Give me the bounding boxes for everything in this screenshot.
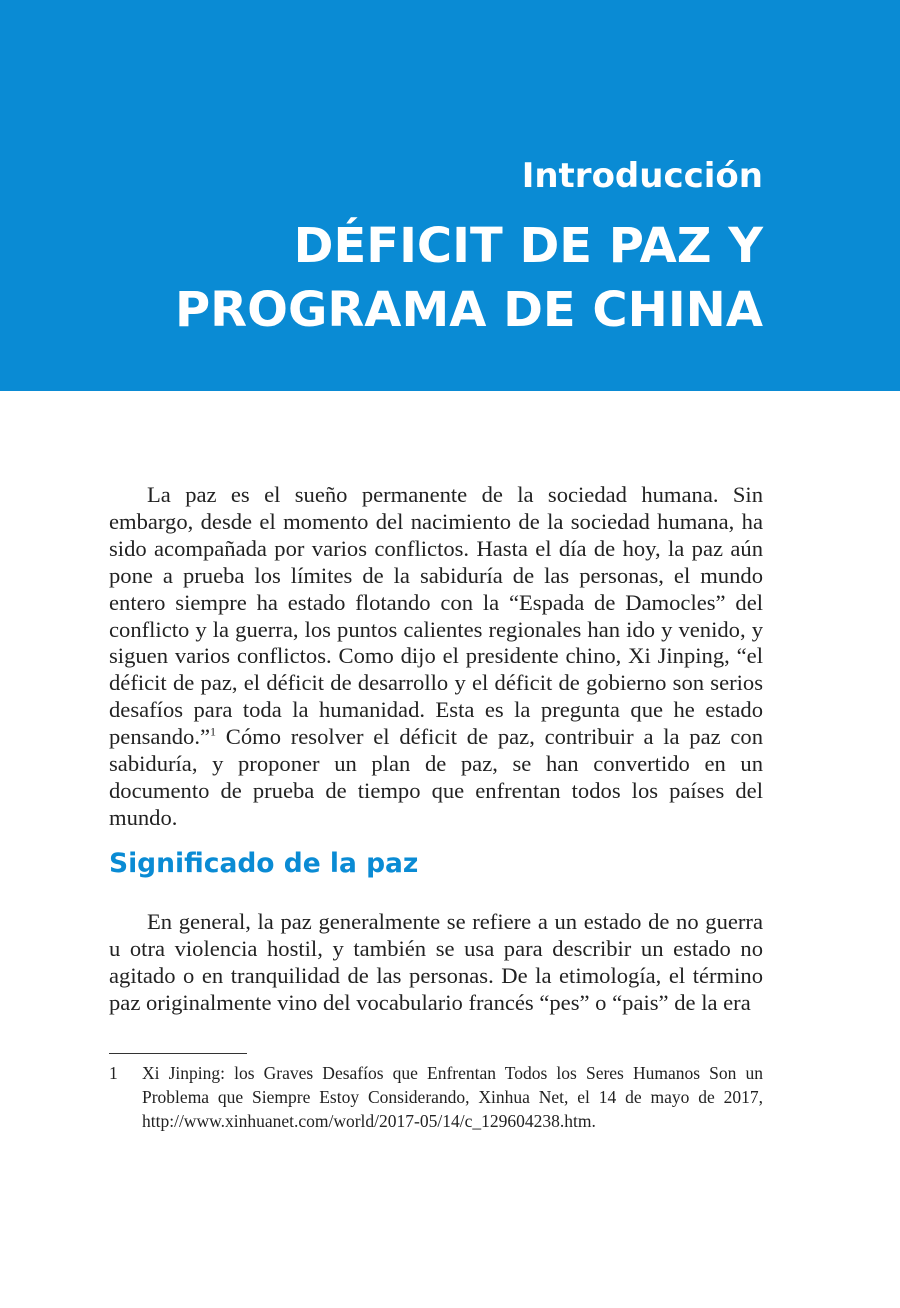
footnote-text: Xi Jinping: los Graves Desafíos que Enfrentan Todos los Seres Humanos Son un Problema que Siempre Estoy Considerando, Xinhua Net, el 14 de mayo de 2017, http://www.xinhuanet.com/world/2017-05/14/c_129604238.htm. xyxy=(142,1063,763,1131)
chapter-title xyxy=(175,214,763,342)
section-paragraph-container xyxy=(109,909,763,1017)
footnote-number: 1 xyxy=(109,1063,118,1083)
chapter-title-line-1: DÉFICIT DE PAZ Y xyxy=(293,218,763,274)
section-heading: Significado de la paz xyxy=(109,848,419,879)
section-paragraph: En general, la paz generalmente se refiere a un estado de no guerra u otra violencia hostil, y también se usa para describir un estado no agitado o en tranquilidad de las personas. De la etimología, el término paz originalmente vino del vocabulario francés “pes” o “pais” de la era xyxy=(109,909,763,1015)
intro-paragraph-continuation: Cómo resolver el déficit de paz, contribuir a la paz con sabiduría, y proponer un plan de paz, se han convertido en un documento de prueba de tiempo que enfrentan todos los países del mundo. xyxy=(109,724,763,830)
intro-paragraph-text: La paz es el sueño permanente de la sociedad humana. Sin embargo, desde el momento del nacimiento de la sociedad humana, ha sido acompañada por varios conflictos. Hasta el día de hoy, la paz aún pone a prueba los límites de la sabiduría de las personas, el mundo entero siempre ha estado flotando con la “Espada de Damocles” del conflicto y la guerra, los puntos calientes regionales han ido y venido, y siguen varios conflictos. Como dijo el presidente chino, Xi Jinping, “el déficit de paz, el déficit de desarrollo y el déficit de gobierno son serios desafíos para toda la humanidad. Esta es la pregunta que he estado pensando.” xyxy=(109,482,763,750)
footnote xyxy=(109,1061,763,1133)
chapter-header-band xyxy=(0,0,900,391)
footnote-divider xyxy=(109,1053,247,1054)
intro-paragraph xyxy=(109,482,763,832)
chapter-kicker: Introducción xyxy=(521,156,763,196)
chapter-title-line-2: PROGRAMA DE CHINA xyxy=(175,282,763,338)
intro-paragraph-container xyxy=(109,482,763,832)
footnote-reference[interactable]: 1 xyxy=(210,724,217,739)
